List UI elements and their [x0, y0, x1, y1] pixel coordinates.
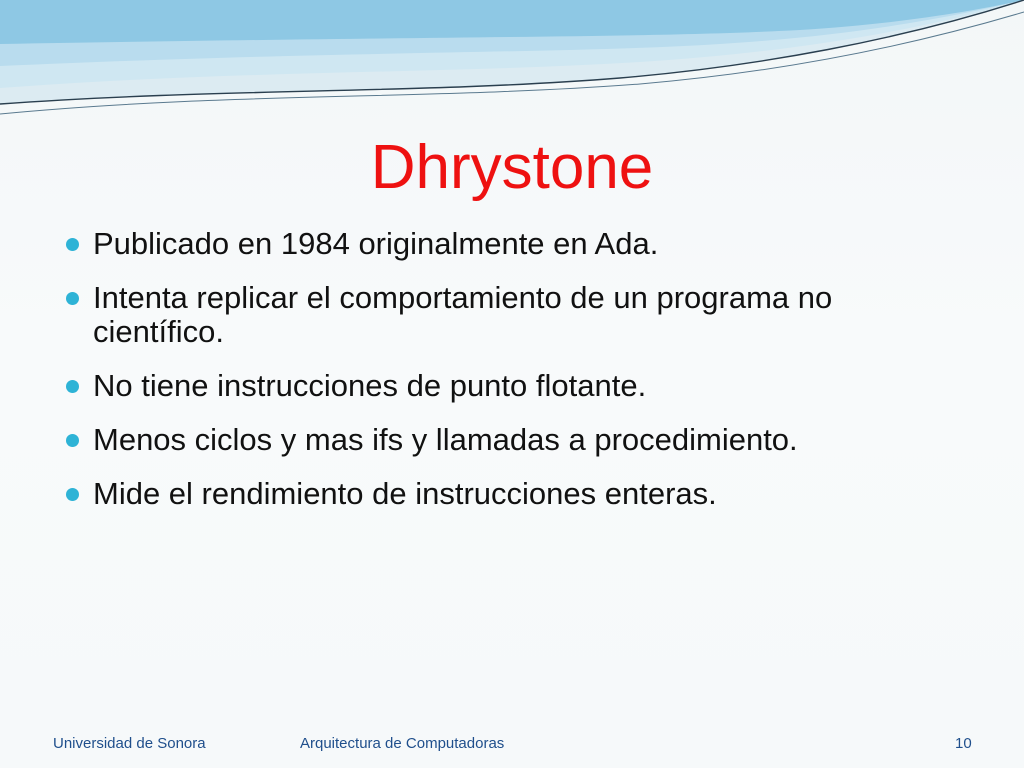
bullet-dot-icon — [66, 488, 79, 501]
bullet-text: No tiene instrucciones de punto flotante. — [93, 368, 647, 403]
bullet-item — [60, 281, 960, 349]
bullet-text: Intenta replicar el comportamiento de un programa no científico. — [93, 280, 833, 349]
bullet-text: Mide el rendimiento de instrucciones enteras. — [93, 476, 717, 511]
footer-page-number: 10 — [955, 735, 972, 752]
bullet-dot-icon — [66, 380, 79, 393]
bullet-dot-icon — [66, 434, 79, 447]
footer-course: Arquitectura de Computadoras — [300, 735, 505, 752]
bullet-item — [60, 369, 960, 403]
bullet-dot-icon — [66, 238, 79, 251]
slide-title: Dhrystone — [370, 133, 654, 202]
bullet-item — [60, 227, 960, 261]
header-wave-decoration — [0, 0, 1024, 120]
bullet-item — [60, 423, 960, 457]
bullet-text: Menos ciclos y mas ifs y llamadas a procedimiento. — [93, 422, 798, 457]
bullet-item — [60, 477, 960, 511]
footer-institution: Universidad de Sonora — [53, 735, 206, 752]
bullet-text: Publicado en 1984 originalmente en Ada. — [93, 226, 659, 261]
bullet-list — [60, 227, 960, 531]
bullet-dot-icon — [66, 292, 79, 305]
